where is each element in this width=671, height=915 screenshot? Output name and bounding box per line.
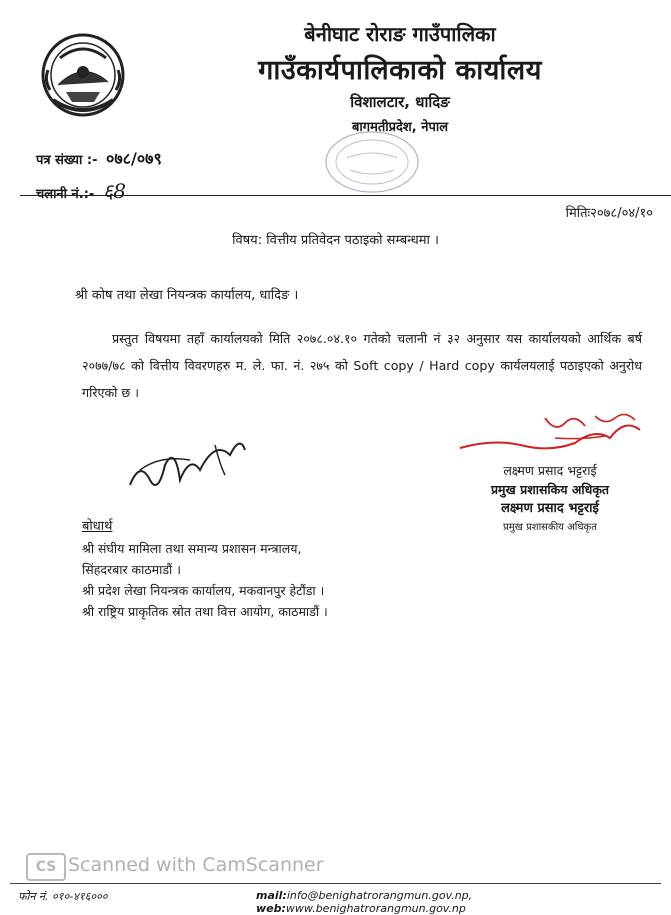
letter-number-value: ०७८/०७९: [106, 149, 162, 168]
office-name: गाउँकार्यपालिकाको कार्यालय: [258, 55, 542, 86]
stamp-name: लक्ष्मण प्रसाद भट्टराई: [501, 501, 599, 516]
footer-divider: [10, 883, 661, 884]
letter-number-label: पत्र संख्या :-: [36, 153, 98, 168]
signatory-signature: [455, 408, 655, 463]
signatory-title: प्रमुख प्रशासकिय अधिकृत: [490, 482, 610, 497]
letter-date: मितिः२०७८/०४/१०: [565, 206, 653, 221]
cc-item: श्री प्रदेश लेखा नियन्त्रक कार्यालय, मकवानपुर हेटौंडा ।: [82, 583, 325, 598]
stamp-title: प्रमुख प्रशासकीय अधिकृत: [503, 522, 597, 533]
footer-email: info@benighatrorangmun.gov.np,: [286, 889, 473, 902]
cc-item: श्री संघीय मामिला तथा समान्य प्रशासन मन्त्रालय,: [82, 541, 302, 556]
cc-item: श्री राष्ट्रिय प्राकृतिक स्रोत तथा वित्त आयोग, काठमाडौं ।: [82, 604, 328, 619]
signatory-name: लक्ष्मण प्रसाद भट्टराई: [503, 463, 597, 478]
signatory-title-block: [440, 480, 660, 537]
footer-phone: फोन नं. ०१०-४१६०००: [18, 890, 108, 903]
web-label: web:: [256, 902, 286, 915]
dispatch-number-line: [36, 177, 126, 204]
dispatch-number-label: चलानी नं.:-: [36, 187, 95, 202]
left-signature: [120, 425, 260, 505]
camscanner-watermark: Scanned with CamScanner: [68, 854, 324, 876]
header-divider: [20, 195, 671, 196]
letter-body: प्रस्तुत विषयमा तहाँ कार्यालयको मिति २०७८.०४.१० गतेको चलानी नं ३२ अनुसार यस कार्यालयको आर्थिक बर्ष २०७७/७८ को वित्तीय विवरणहरु म. ले. फा. नं. २७५ को Soft copy / Hard copy कार्यलयलाई पठाइएको अनुरोध गरिएको छ ।: [82, 331, 642, 400]
footer-website: www.benighatrorangmun.gov.np: [285, 902, 466, 915]
office-province: बागमतीप्रदेश, नेपाल: [351, 120, 449, 135]
cc-label: बोधार्थ: [82, 519, 113, 534]
letter-number-line: [36, 147, 162, 169]
municipality-name: बेनीघाट रोराङ गाउँपालिका: [304, 22, 496, 46]
office-address: विशालटार, धादिङ: [350, 93, 450, 111]
mail-label: mail:: [256, 889, 287, 902]
office-seal-stamp: [322, 128, 422, 196]
letter-subject: विषय: वित्तीय प्रतिवेदन पठाइको सम्बन्धमा ।: [232, 233, 439, 248]
cc-item: सिंहदरबार काठमाडौं ।: [82, 562, 181, 577]
footer-contact: [256, 889, 671, 915]
camscanner-logo: CS: [26, 853, 66, 881]
cc-list: [82, 538, 328, 622]
letter-recipient: श्री कोष तथा लेखा नियन्त्रक कार्यालय, धादिङ ।: [75, 288, 299, 303]
nepal-emblem-logo: [38, 30, 128, 120]
dispatch-number-value: ६8: [102, 179, 126, 203]
